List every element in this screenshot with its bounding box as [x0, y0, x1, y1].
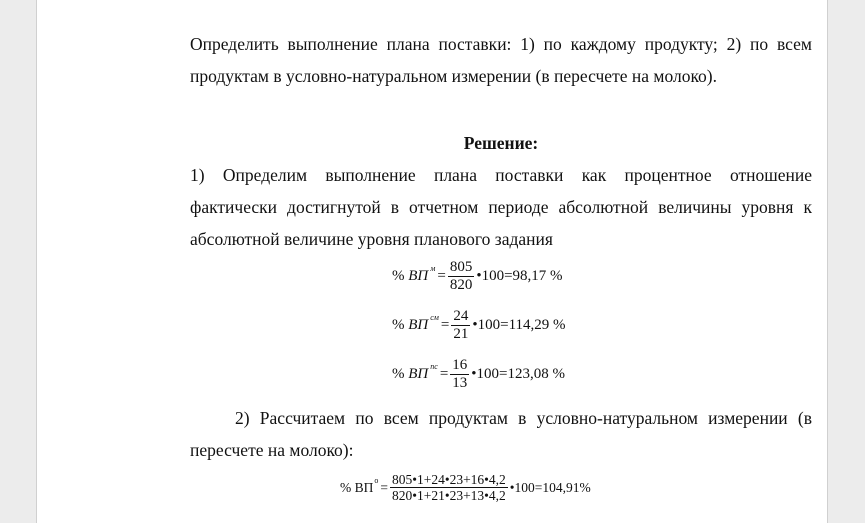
- step1-line-1: 1) Определим выполнение плана поставки как процентное отношение: [190, 165, 812, 185]
- denominator: 820: [449, 277, 473, 293]
- task-line-1: Определить выполнение плана поставки: 1) по каждому продукту; 2) по всем: [190, 34, 812, 54]
- formula-result: •100=114,29 %: [472, 317, 566, 333]
- numerator: 805: [449, 259, 473, 275]
- formula-var: ВП: [408, 317, 429, 333]
- solution-heading: Решение:: [463, 133, 539, 153]
- task-line-2: продуктам в условно-натуральном измерении (в пересчете на молоко).: [190, 66, 718, 86]
- fraction: [450, 357, 469, 392]
- formula-prefix: % ВП: [340, 479, 374, 495]
- formula-result: •100=123,08 %: [471, 366, 565, 382]
- formula-superscript: пс: [430, 362, 438, 371]
- formula-cream: % ВП см = $\frac{24}{21}$ •100=114,29 %: [392, 308, 566, 342]
- step2-line-1: 2) Рассчитаем по всем продуктам в условно-натуральном измерении (в: [235, 408, 812, 428]
- formula-milk: % ВП м = $\frac{805}{820}$ •100=98,17 %: [392, 259, 563, 293]
- numerator: 805•1+24•23+16•4,2: [392, 472, 506, 487]
- fraction: [451, 308, 470, 343]
- formula-prefix: %: [392, 366, 405, 382]
- formula-equals: =: [380, 479, 388, 495]
- numerator: 24: [453, 308, 469, 324]
- document-page: [36, 0, 828, 523]
- formula-prefix: %: [392, 268, 405, 284]
- step1-line-2: фактически достигнутой в отчетном периоде абсолютной величины уровня к: [190, 197, 812, 217]
- formula-superscript: см: [430, 313, 439, 322]
- step1-line-3: абсолютной величине уровня планового задания: [190, 229, 553, 249]
- fraction: [448, 259, 475, 294]
- formula-result: •100=98,17 %: [476, 268, 563, 284]
- denominator: 21: [453, 326, 469, 342]
- formula-butter: % ВП пс = $\frac{16}{13}$ •100=123,08 %: [392, 357, 565, 391]
- formula-var: ВП: [408, 366, 429, 382]
- step2-line-2: пересчете на молоко):: [190, 440, 354, 460]
- denominator: 13: [452, 375, 468, 391]
- numerator: 16: [452, 357, 468, 373]
- formula-prefix: %: [392, 317, 405, 333]
- fraction: [390, 472, 508, 503]
- formula-result: •100=104,91%: [509, 479, 591, 495]
- denominator: 820•1+21•23+13•4,2: [392, 488, 506, 503]
- formula-superscript: м: [430, 264, 436, 273]
- formula-var: ВП: [408, 268, 429, 284]
- formula-superscript: о: [374, 476, 379, 485]
- formula-total: [340, 472, 591, 503]
